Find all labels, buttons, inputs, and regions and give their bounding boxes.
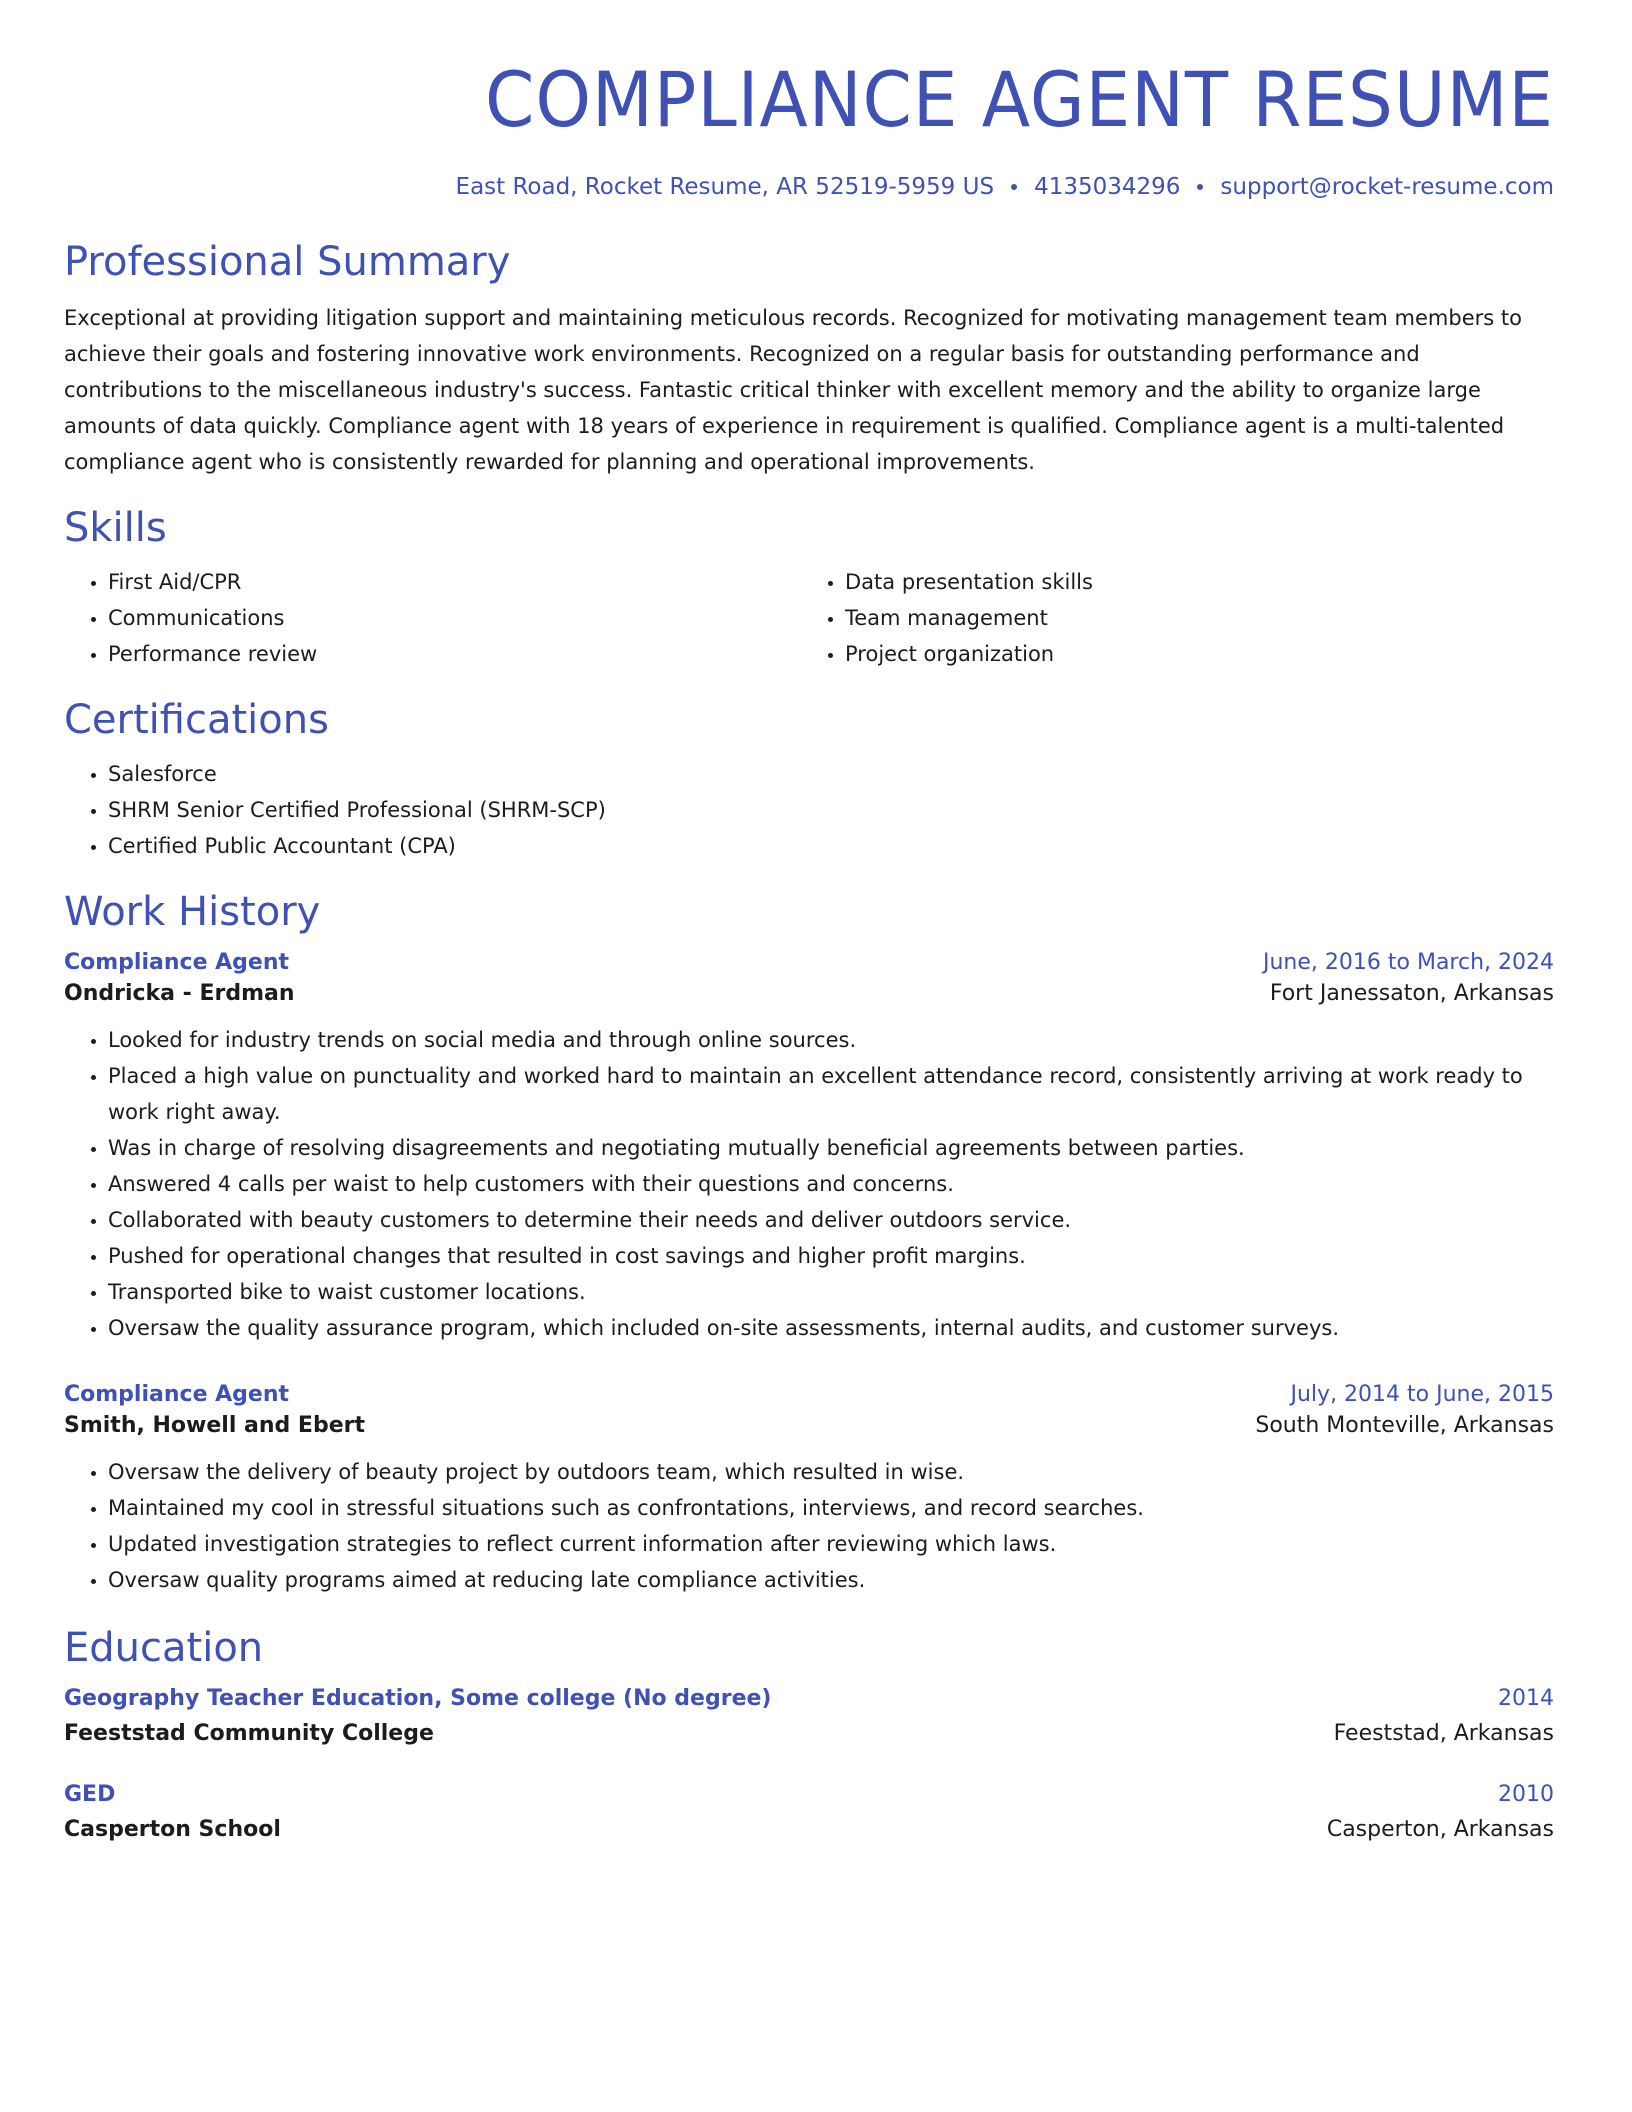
education-section [64,1624,1554,1842]
summary-text: Exceptional at providing litigation support and maintaining meticulous records. Recognized for motivating management team members to achieve their goals and fostering innovative work environments. Recognized on a regular basis for outstanding performance and contributions to the miscellaneous industry's success. Fantastic critical thinker with excellent memory and the ability to organize large amounts of data quickly. Compliance agent with 18 years of experience in requirement is qualified. Compliance agent is a multi-talented compliance agent who is consistently rewarded for planning and operational improvements. [64,306,1522,474]
education-entry [64,1782,1554,1842]
job-bullet: • Collaborated with beauty customers to determine their needs and deliver outdoors service. [108,1202,1554,1238]
summary-section [64,238,1554,480]
job-title: Compliance Agent [64,1382,290,1407]
job-entry [64,950,1554,1346]
separator-dot [1197,184,1203,190]
job-bullet: • Transported bike to waist customer locations. [108,1274,1554,1310]
skills-section [64,504,1554,672]
job-title: Compliance Agent [64,950,290,975]
job-header [64,950,1554,975]
job-subheader [64,981,1554,1006]
job-entry [64,1382,1554,1598]
job-bullet: • Answered 4 calls per waist to help customers with their questions and concerns. [108,1166,1554,1202]
work-heading: Work History [64,889,321,935]
education-school: Casperton School [64,1817,281,1842]
job-bullet: • Placed a high value on punctuality and worked hard to maintain an excellent attendance record, consistently arriving at work ready to work right away. [108,1058,1554,1130]
education-school: Feeststad Community College [64,1721,434,1746]
skills-grid [64,564,1554,672]
education-location: Feeststad, Arkansas [1333,1721,1554,1746]
job-bullet: • Maintained my cool in stressful situations such as confrontations, interviews, and record searches. [108,1490,1554,1526]
job-company: Smith, Howell and Ebert [64,1413,365,1438]
certifications-list [64,756,1554,864]
contact-line [64,174,1554,200]
education-degree: GED [64,1782,116,1807]
contact-address: East Road, Rocket Resume, AR 52519-5959 US [455,174,995,200]
education-year: 2010 [1498,1782,1554,1807]
skill-item: • Communications [108,600,801,636]
job-location: Fort Janessaton, Arkansas [1269,981,1554,1006]
summary-heading: Professional Summary [64,239,511,285]
job-bullet: • Pushed for operational changes that resulted in cost savings and higher profit margins. [108,1238,1554,1274]
certifications-heading: Certifications [64,697,329,743]
resume-header [64,0,1554,200]
job-location: South Monteville, Arkansas [1255,1413,1554,1438]
job-bullet: • Oversaw the delivery of beauty project by outdoors team, which resulted in wise. [108,1454,1554,1490]
resume-title: COMPLIANCE AGENT RESUME [485,55,1554,144]
skills-heading: Skills [64,505,167,551]
education-subheader [64,1721,1554,1746]
separator-dot [1011,184,1017,190]
job-dates: June, 2016 to March, 2024 [1263,950,1554,975]
certification-item: • Salesforce [108,756,1554,792]
job-bullets [64,1022,1554,1346]
education-header [64,1686,1554,1711]
skill-item: • Data presentation skills [845,564,1554,600]
job-header [64,1382,1554,1407]
job-bullet: • Was in charge of resolving disagreements and negotiating mutually beneficial agreements between parties. [108,1130,1554,1166]
job-subheader [64,1413,1554,1438]
education-location: Casperton, Arkansas [1326,1817,1554,1842]
education-entry [64,1686,1554,1746]
education-year: 2014 [1498,1686,1554,1711]
education-subheader [64,1817,1554,1842]
job-bullet: • Updated investigation strategies to reflect current information after reviewing which laws. [108,1526,1554,1562]
job-bullets [64,1454,1554,1598]
job-bullet: • Oversaw quality programs aimed at reducing late compliance activities. [108,1562,1554,1598]
education-heading: Education [64,1625,264,1671]
job-company: Ondricka - Erdman [64,981,295,1006]
certification-item: • SHRM Senior Certified Professional (SHRM-SCP) [108,792,1554,828]
skill-item: • Team management [845,600,1554,636]
certification-item: • Certified Public Accountant (CPA) [108,828,1554,864]
skills-list-right [801,564,1554,672]
contact-email[interactable]: support@rocket-resume.com [1220,174,1554,200]
education-header [64,1782,1554,1807]
contact-phone[interactable]: 4135034296 [1034,174,1181,200]
job-bullet: • Oversaw the quality assurance program, which included on-site assessments, internal audits, and customer surveys. [108,1310,1554,1346]
certifications-section [64,696,1554,864]
job-bullet: • Looked for industry trends on social media and through online sources. [108,1022,1554,1058]
skill-item: • Performance review [108,636,801,672]
skills-list-left [64,564,801,672]
job-dates: July, 2014 to June, 2015 [1290,1382,1554,1407]
education-degree: Geography Teacher Education, Some college (No degree) [64,1686,772,1711]
work-section [64,888,1554,1598]
resume-page [64,0,1554,1842]
skill-item: • Project organization [845,636,1554,672]
skill-item: • First Aid/CPR [108,564,801,600]
